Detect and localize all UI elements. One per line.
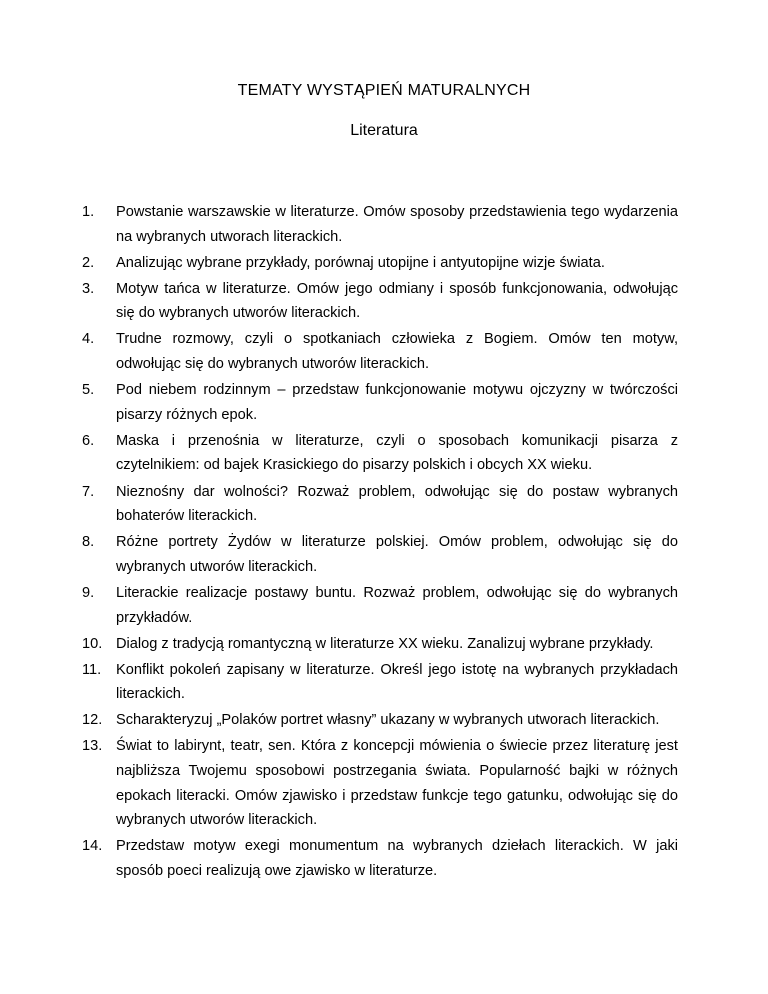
topic-text: Analizując wybrane przykłady, porównaj utopijne i antyutopijne wizje świata.: [116, 254, 605, 271]
topic-item-2: [82, 251, 678, 276]
topic-text: Maska i przenośnia w literaturze, czyli o sposobach komunikacji pisarza z czytelnikiem: od bajek Krasickiego do pisarzy polskich i obcych XX wieku.: [116, 432, 678, 474]
topic-item-14: [82, 834, 678, 883]
topic-item-9: [82, 581, 678, 630]
topic-number: 7.: [82, 483, 95, 500]
topic-text: Świat to labirynt, teatr, sen. Która z koncepcji mówienia o świecie przez literaturę jest najbliższa Twojemu sposobowi postrzegania świata. Popularność bajki w różnych epokach literacki. Omów zjawisko i przedstaw funkcje tego gatunku, odwołując się do wybranych utworów literackich.: [116, 738, 678, 829]
topic-item-3: [82, 277, 678, 326]
topic-number: 13.: [82, 738, 103, 755]
topic-text: Motyw tańca w literaturze. Omów jego odmiany i sposób funkcjonowania, odwołując się do wybranych utworów literackich.: [116, 280, 678, 322]
topic-item-12: [82, 708, 678, 733]
topic-number: 9.: [82, 584, 95, 601]
topic-text: Scharakteryzuj „Polaków portret własny” ukazany w wybranych utworach literackich.: [116, 712, 660, 729]
topic-number: 2.: [82, 254, 95, 271]
topic-number: 6.: [82, 432, 95, 449]
topic-text: Przedstaw motyw exegi monumentum na wybranych dziełach literackich. W jaki sposób poeci realizują owe zjawisko w literaturze.: [116, 838, 678, 879]
topic-text: Trudne rozmowy, czyli o spotkaniach człowieka z Bogiem. Omów ten motyw, odwołując się do wybranych utworów literackich.: [116, 331, 678, 373]
topic-item-10: [82, 632, 678, 657]
topic-number: 5.: [82, 382, 95, 399]
topic-text: Dialog z tradycją romantyczną w literaturze XX wieku. Zanalizuj wybrane przykłady.: [116, 635, 654, 652]
topic-number: 11.: [82, 661, 102, 678]
topic-text: Pod niebem rodzinnym – przedstaw funkcjonowanie motywu ojczyzny w twórczości pisarzy różnych epok.: [116, 382, 678, 423]
topic-item-8: [82, 530, 678, 579]
topic-number: 14.: [82, 838, 103, 855]
topic-list: [82, 200, 678, 885]
topic-item-11: [82, 658, 678, 707]
page-subtitle: Literatura: [350, 122, 418, 139]
topic-number: 10.: [82, 635, 103, 652]
topic-item-4: [82, 327, 678, 376]
topic-text: Powstanie warszawskie w literaturze. Omów sposoby przedstawienia tego wydarzenia na wybranych utworach literackich.: [116, 204, 678, 245]
topic-text: Konflikt pokoleń zapisany w literaturze. Określ jego istotę na wybranych przykładach literackich.: [116, 661, 678, 703]
topic-number: 4.: [82, 331, 95, 348]
page-title: TEMATY WYSTĄPIEŃ MATURALNYCH: [237, 82, 531, 99]
topic-number: 3.: [82, 280, 95, 297]
topic-number: 12.: [82, 712, 103, 729]
topic-text: Różne portrety Żydów w literaturze polskiej. Omów problem, odwołując się do wybranych utworów literackich.: [116, 534, 678, 575]
topic-item-1: [82, 200, 678, 249]
topic-text: Nieznośny dar wolności? Rozważ problem, odwołując się do postaw wybranych bohaterów literackich.: [116, 483, 678, 525]
topic-item-7: [82, 480, 678, 529]
topic-item-5: [82, 378, 678, 427]
topic-item-6: [82, 429, 678, 478]
topic-number: 8.: [82, 534, 95, 551]
topic-item-13: [82, 734, 678, 832]
topic-number: 1.: [82, 204, 95, 220]
topic-text: Literackie realizacje postawy buntu. Rozważ problem, odwołując się do wybranych przykładów.: [116, 584, 678, 626]
